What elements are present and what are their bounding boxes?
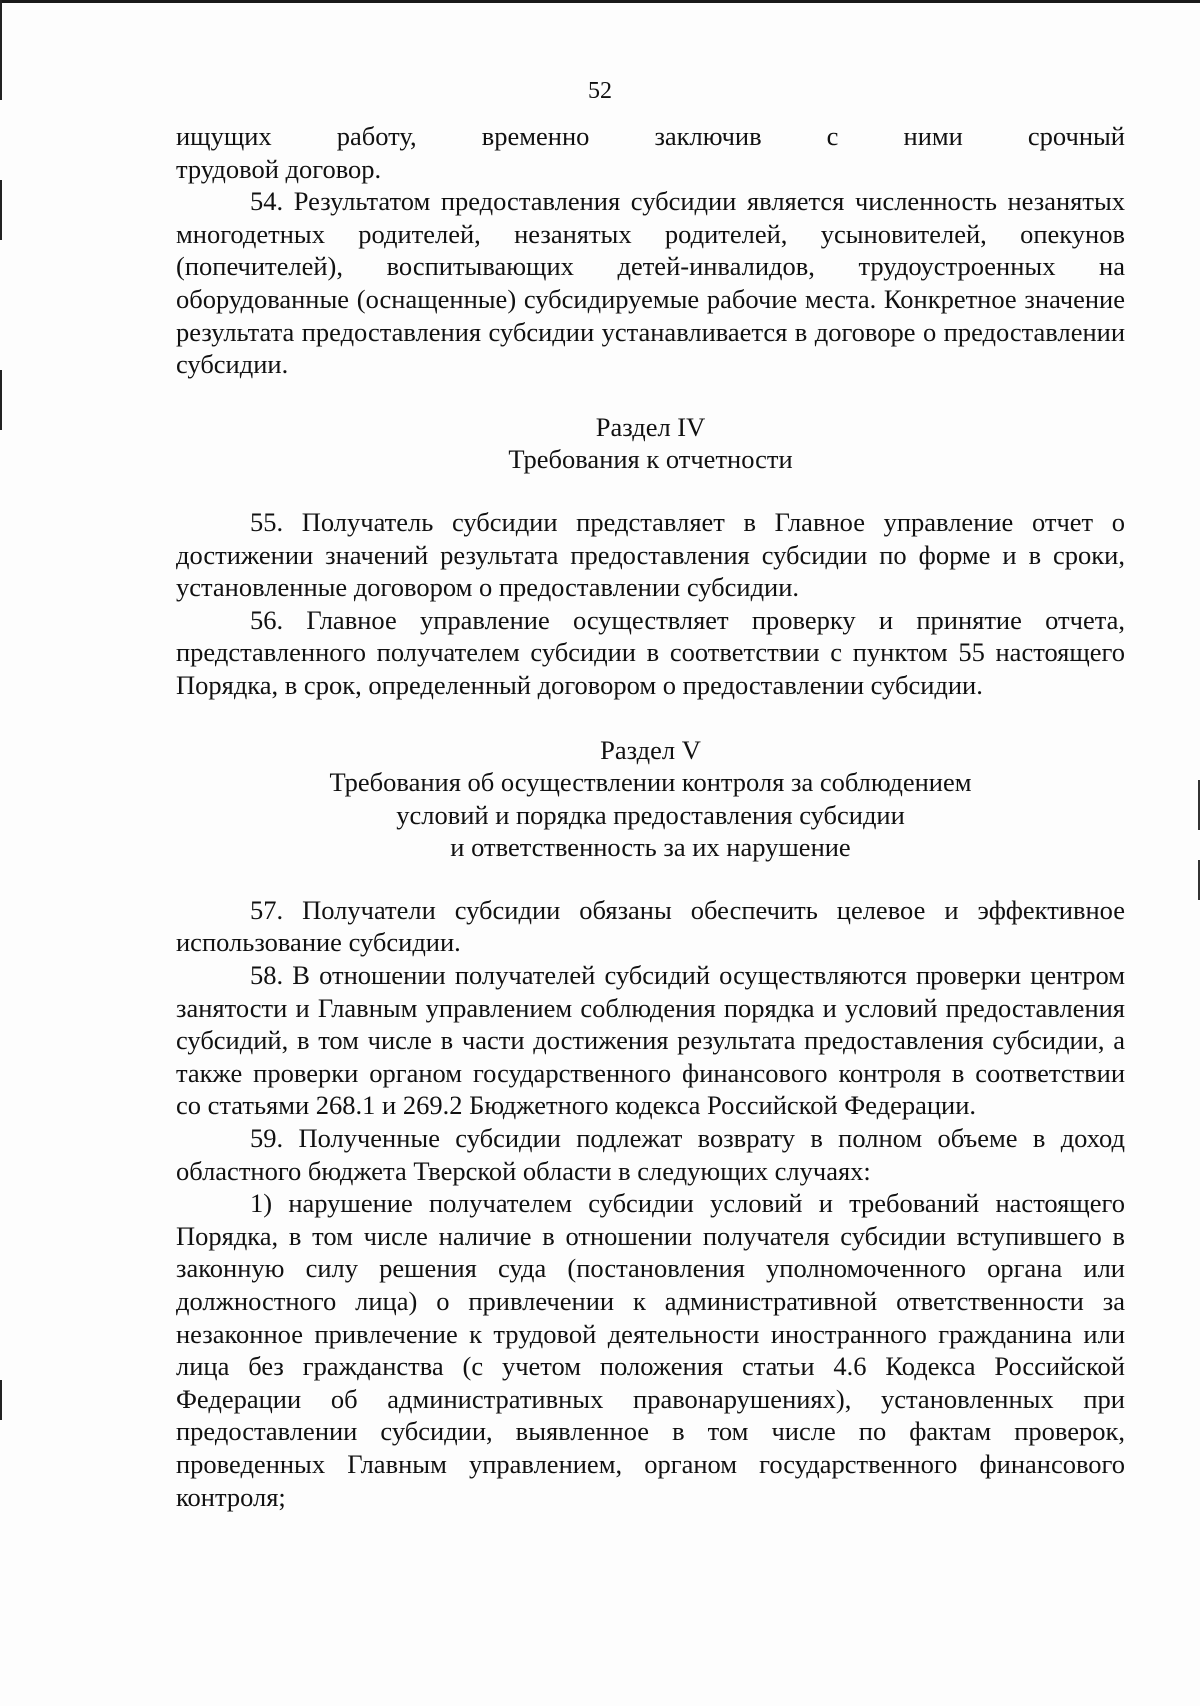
- scan-top-edge: [0, 0, 1200, 3]
- section-5-label: Раздел V: [600, 734, 701, 765]
- continuation-end: трудовой договор.: [176, 153, 382, 184]
- word: с: [826, 121, 839, 151]
- section-5-title-line-2: условий и порядка предоставления субсидии: [396, 799, 905, 830]
- section-4-title: Требования к отчетности: [508, 444, 793, 475]
- word: ними: [903, 121, 963, 151]
- word: ищущих: [176, 121, 272, 151]
- word: временно: [481, 121, 590, 151]
- paragraph-54: 54. Результатом предоставления субсидии является численность незанятых многодетных родителей, незанятых родителей, усыновителей, опекунов (попечителей), воспитывающих детей-инвалидов, трудоустроенных на оборудованные (оснащенные) субсидируемые рабочие места. Конкретное значение результата предоставления субсидии устанавливается в договоре о предоставлении субсидии.: [176, 186, 1125, 380]
- section-5-title-line-3: и ответственность за их нарушение: [450, 832, 851, 863]
- word: заключив: [654, 121, 762, 151]
- document-body: [176, 120, 1125, 1513]
- paragraph-58: 58. В отношении получателей субсидий осуществляются проверки центром занятости и Главным управлением соблюдения порядка и условий предоставления субсидий, в том числе в части достижения результата предоставления субсидии, а также проверки органом государственного финансового контроля в соответствии со статьями 268.1 и 269.2 Бюджетного кодекса Российской Федерации.: [176, 960, 1125, 1121]
- section-5-title-line-1: Требования об осуществлении контроля за соблюдением: [329, 767, 972, 798]
- word: срочный: [1027, 121, 1125, 151]
- paragraph-59: 59. Полученные субсидии подлежат возврату в полном объеме в доход областного бюджета Тверской области в следующих случаях:: [176, 1123, 1125, 1186]
- paragraph-59-item-1: 1) нарушение получателем субсидии условий и требований настоящего Порядка, в том числе наличие в отношении получателя субсидии вступившего в законную силу решения суда (постановления уполномоченного органа или должностного лица) о привлечении к административной ответственности за незаконное привлечение к трудовой деятельности иностранного гражданина или лица без гражданства (с учетом положения статьи 4.6 Кодекса Российской Федерации об административных правонарушениях), установленных при предоставлении субсидии, выявленное в том числе по фактам проверок, проведенных Главным управлением, органом государственного финансового контроля;: [176, 1188, 1125, 1512]
- scan-left-edge-mark: [0, 1380, 2, 1420]
- paragraph-57: 57. Получатели субсидии обязаны обеспечить целевое и эффективное использование субсидии.: [176, 894, 1125, 958]
- page-number: 52: [588, 78, 612, 104]
- paragraph-56: 56. Главное управление осуществляет проверку и принятие отчета, представленного получателем субсидии в соответствии с пунктом 55 настоящего Порядка, в срок, определенный договором о предоставлении субсидии.: [176, 604, 1125, 700]
- paragraph-55: 55. Получатель субсидии представляет в Главное управление отчет о достижении значений результата предоставления субсидии по форме и в сроки, установленные договором о предоставлении субсидии.: [176, 506, 1125, 603]
- section-4-label: Раздел IV: [595, 411, 706, 442]
- continuation-line: [176, 120, 1125, 153]
- word: работу,: [336, 121, 417, 151]
- scan-left-edge-mark: [0, 180, 2, 240]
- scan-left-edge-mark: [0, 370, 2, 430]
